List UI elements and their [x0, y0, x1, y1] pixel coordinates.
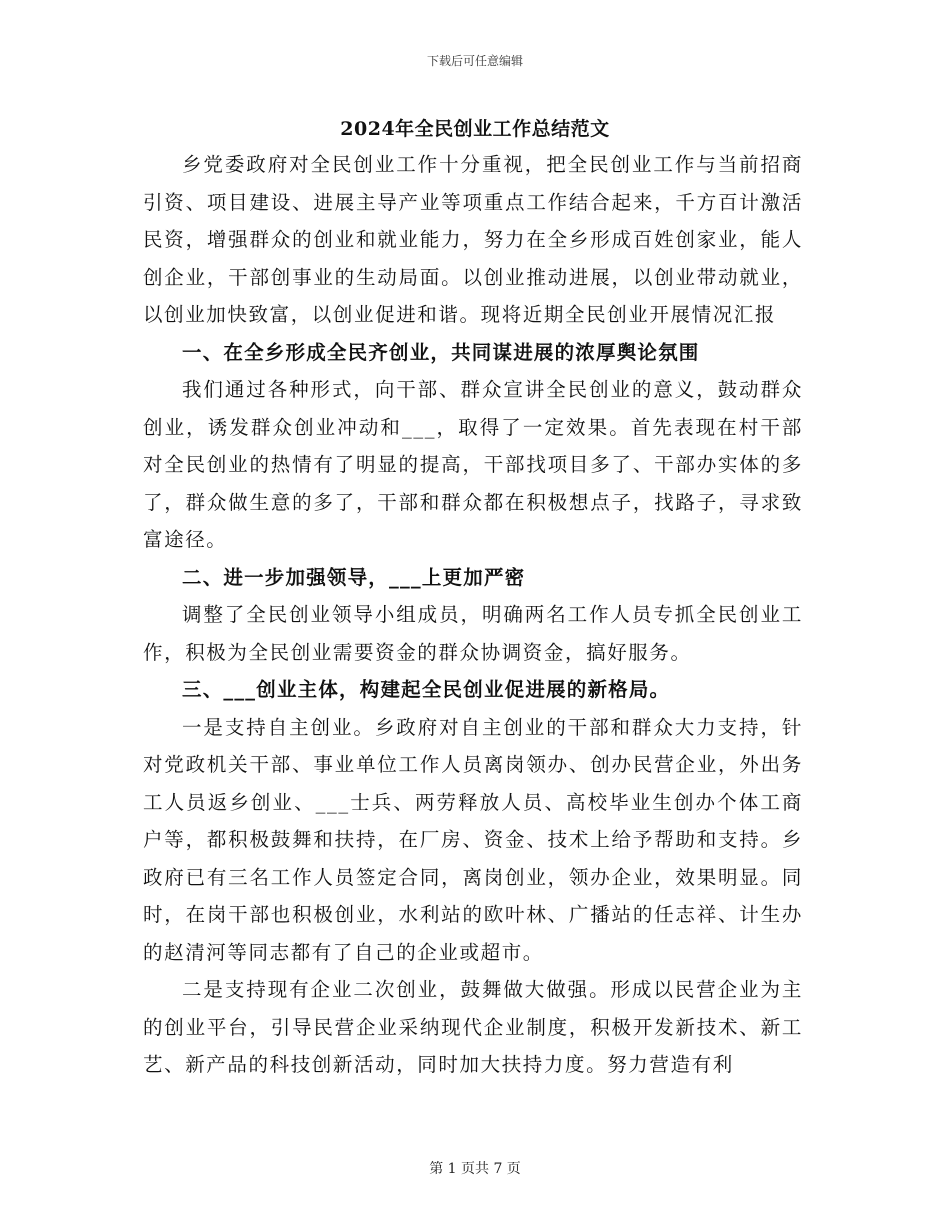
document-title: 2024年全民创业工作总结范文: [340, 118, 610, 140]
document-body: [143, 146, 803, 1084]
section-2-heading: 二、进一步加强领导，___上更加严密: [182, 565, 526, 589]
section-1-heading: 一、在全乡形成全民齐创业，共同谋进展的浓厚舆论氛围: [182, 340, 700, 364]
section-1-paragraph: 我们通过各种形式，向干部、群众宣讲全民创业的意义，鼓动群众创业，诱发群众创业冲动和___，取得了一定效果。首先表现在村干部对全民创业的热情有了明显的提高，干部找项目多了、干部办实体的多了，群众做生意的多了，干部和群众都在积极想点子，找路子，寻求致富途径。: [143, 378, 803, 551]
page-number-footer: 第 1 页共 7 页: [429, 1161, 521, 1177]
section-3-heading: 三、___创业主体，构建起全民创业促进展的新格局。: [182, 678, 671, 701]
intro-paragraph: 乡党委政府对全民创业工作十分重视，把全民创业工作与当前招商引资、项目建设、进展主导产业等项重点工作结合起来，千方百计激活民资，增强群众的创业和就业能力，努力在全乡形成百姓创家业，能人创企业，干部创事业的生动局面。以创业推动进展，以创业带动就业，以创业加快致富，以创业促进和谐。现将近期全民创业开展情况汇报: [143, 153, 803, 326]
header-note: 下载后可任意编辑: [426, 54, 523, 68]
section-3-paragraph-1: 一是支持自主创业。乡政府对自主创业的干部和群众大力支持，针对党政机关干部、事业单位工作人员离岗领办、创办民营企业，外出务工人员返乡创业、___士兵、两劳释放人员、高校毕业生创办个体工商户等，都积极鼓舞和扶持，在厂房、资金、技术上给予帮助和支持。乡政府已有三名工作人员签定合同，离岗创业，领办企业，效果明显。同时，在岗干部也积极创业，水利站的欧叶林、广播站的任志祥、计生办的赵清河等同志都有了自己的企业或超市。: [143, 715, 803, 964]
section-2-paragraph: 调整了全民创业领导小组成员，明确两名工作人员专抓全民创业工作，积极为全民创业需要资金的群众协调资金，搞好服务。: [143, 603, 803, 664]
section-3-paragraph-2: 二是支持现有企业二次创业，鼓舞做大做强。形成以民营企业为主的创业平台，引导民营企业采纳现代企业制度，积极开发新技术、新工艺、新产品的科技创新活动，同时加大扶持力度。努力营造有利: [143, 978, 803, 1076]
